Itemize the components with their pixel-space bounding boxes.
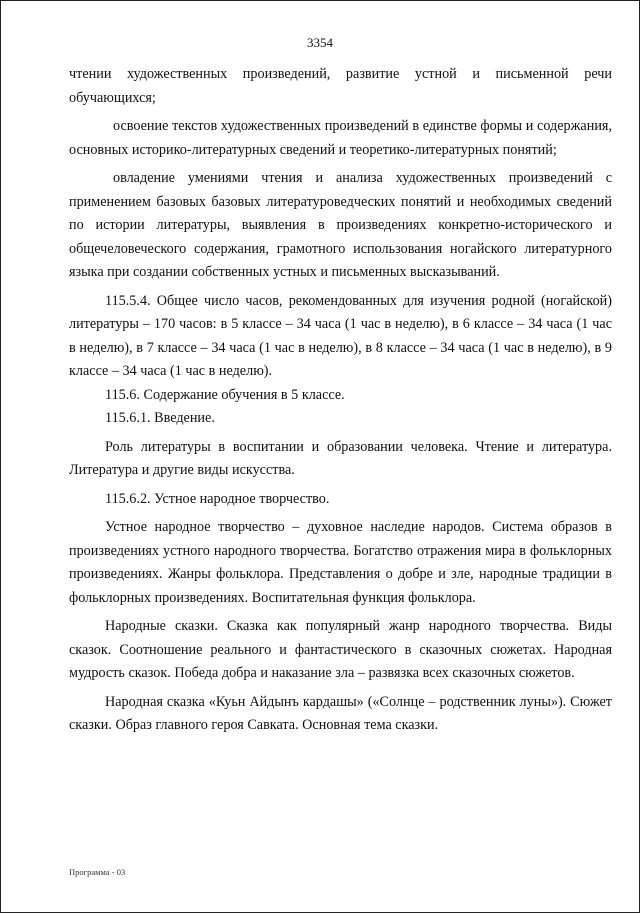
paragraph: 115.5.4. Общее число часов, рекомендованных для изучения родной (ногайской) литературы – 170 часов: в 5 классе – 34 часа (1 час в неделю), в 6 классе – 34 часа (1 час в неделю), в 7 классе – 34 часа (1 час в неделю), в 8 классе – 34 часа (1 час в неделю), в 9 классе – 34 часа (1 час в неделю). [69, 292, 612, 379]
paragraph: Устное народное творчество – духовное наследие народов. Система образов в произведениях устного народного творчества. Богатство отражения мира в фольклорных произведениях. Жанры фольклора. Представления о добре и зле, народные традиции в фольклорных произведениях. Воспитательная функция фольклора. [69, 519, 612, 606]
paragraph: Народные сказки. Сказка как популярный жанр народного творчества. Виды сказок. Соотношение реального и фантастического в сказочных сюжетах. Народная мудрость сказок. Победа добра и наказание зла – развязка всех сказочных сюжетов. [69, 618, 612, 681]
paragraph: чтении художественных произведений, развитие устной и письменной речи обучающихся; [69, 66, 612, 106]
page-number: 3354 [307, 35, 333, 50]
section-heading: 115.6.2. Устное народное творчество. [105, 490, 330, 507]
document-body [69, 63, 612, 738]
footer-label: Программа - 03 [69, 867, 126, 877]
paragraph: Народная сказка «Куьн Айдынъ кардашы» («Солнце – родственник луны»). Сюжет сказки. Образ главного героя Савката. Основная тема сказки. [69, 693, 612, 733]
paragraph: овладение умениями чтения и анализа художественных произведений с применением базовых базовых литературоведческих понятий и необходимых сведений по истории литературы, выявления в произведениях конкретно-исторического и общечеловеческого содержания, грамотного использования ногайского литературного языка при создании собственных устных и письменных высказываний. [69, 170, 612, 280]
paragraph: освоение текстов художественных произведений в единстве формы и содержания, основных историко-литературных сведений и теоретико-литературных понятий; [69, 118, 612, 158]
section-heading: 115.6. Содержание обучения в 5 классе. [105, 386, 345, 403]
section-heading: 115.6.1. Введение. [105, 410, 215, 426]
paragraph: Роль литературы в воспитании и образовании человека. Чтение и литература. Литература и другие виды искусства. [69, 438, 612, 478]
